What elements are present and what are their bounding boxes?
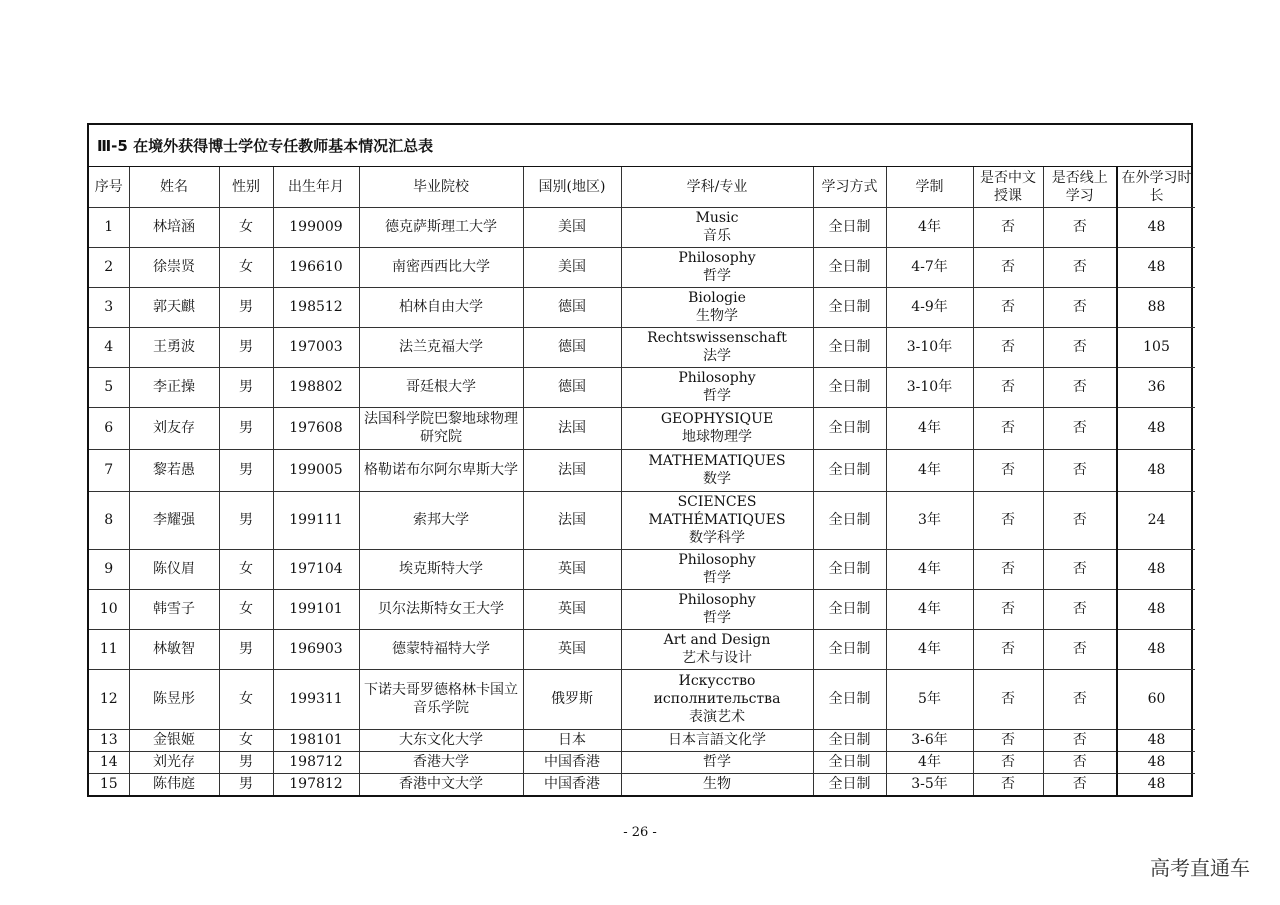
- cell-school: 南密西西比大学: [359, 247, 523, 287]
- cell-months: 88: [1117, 287, 1195, 327]
- cell-school: 贝尔法斯特女王大学: [359, 589, 523, 629]
- table-row: [89, 751, 1195, 773]
- cell-country: 法国: [523, 491, 621, 549]
- cell-months: 48: [1117, 751, 1195, 773]
- cell-online: 否: [1043, 589, 1117, 629]
- subject-line: Music: [695, 210, 739, 226]
- header-gender: 性别: [219, 167, 273, 207]
- cell-school: 埃克斯特大学: [359, 549, 523, 589]
- subject-line: 哲学: [703, 268, 731, 284]
- summary-table-frame: [87, 123, 1193, 797]
- header-index: 序号: [89, 167, 129, 207]
- cell-country: 英国: [523, 629, 621, 669]
- teacher-summary-table: [89, 167, 1195, 795]
- cell-gender: 女: [219, 207, 273, 247]
- cell-chinese: 否: [973, 449, 1043, 491]
- cell-name: 李耀强: [129, 491, 219, 549]
- cell-subject: [621, 287, 813, 327]
- cell-subject: [621, 247, 813, 287]
- cell-name: 韩雪子: [129, 589, 219, 629]
- cell-months: 48: [1117, 247, 1195, 287]
- subject-line: 日本言語文化学: [668, 732, 766, 748]
- subject-line: 艺术与设计: [682, 650, 752, 666]
- cell-online: 否: [1043, 729, 1117, 751]
- table-row: [89, 629, 1195, 669]
- cell-chinese: 否: [973, 247, 1043, 287]
- table-row: [89, 207, 1195, 247]
- cell-country: 英国: [523, 549, 621, 589]
- table-row: [89, 669, 1195, 729]
- cell-gender: 男: [219, 751, 273, 773]
- page-number: - 26 -: [623, 825, 657, 840]
- header-mode: 学习方式: [813, 167, 886, 207]
- cell-online: 否: [1043, 751, 1117, 773]
- subject-line: Rechtswissenschaft: [647, 330, 787, 346]
- subject-line: 地球物理学: [682, 429, 752, 445]
- cell-online: 否: [1043, 669, 1117, 729]
- cell-school: 索邦大学: [359, 491, 523, 549]
- cell-duration: 3-6年: [886, 729, 973, 751]
- cell-mode: 全日制: [813, 407, 886, 449]
- cell-name: 徐崇贤: [129, 247, 219, 287]
- subject-line: 哲学: [703, 570, 731, 586]
- cell-birth: 197104: [273, 549, 359, 589]
- cell-mode: 全日制: [813, 629, 886, 669]
- subject-line: 数学科学: [689, 530, 745, 546]
- cell-country: 法国: [523, 407, 621, 449]
- cell-name: 林敏智: [129, 629, 219, 669]
- cell-gender: 男: [219, 773, 273, 795]
- table-row: [89, 589, 1195, 629]
- cell-birth: 199111: [273, 491, 359, 549]
- cell-gender: 女: [219, 729, 273, 751]
- cell-country: 德国: [523, 287, 621, 327]
- cell-gender: 男: [219, 491, 273, 549]
- cell-index: 13: [89, 729, 129, 751]
- header-birth: 出生年月: [273, 167, 359, 207]
- cell-chinese: 否: [973, 751, 1043, 773]
- subject-line: Philosophy: [678, 552, 756, 568]
- cell-chinese: 否: [973, 589, 1043, 629]
- cell-chinese: 否: [973, 629, 1043, 669]
- cell-school: 法兰克福大学: [359, 327, 523, 367]
- subject-line: 法学: [703, 348, 731, 364]
- table-row: [89, 247, 1195, 287]
- cell-gender: 男: [219, 407, 273, 449]
- header-school: 毕业院校: [359, 167, 523, 207]
- table-row: [89, 729, 1195, 751]
- header-duration: 学制: [886, 167, 973, 207]
- cell-school: 柏林自由大学: [359, 287, 523, 327]
- cell-subject: [621, 589, 813, 629]
- cell-country: 日本: [523, 729, 621, 751]
- cell-subject: [621, 629, 813, 669]
- cell-gender: 女: [219, 247, 273, 287]
- cell-birth: 198712: [273, 751, 359, 773]
- cell-mode: 全日制: [813, 367, 886, 407]
- cell-chinese: 否: [973, 773, 1043, 795]
- header-subject: 学科/专业: [621, 167, 813, 207]
- cell-gender: 男: [219, 367, 273, 407]
- cell-school: 香港大学: [359, 751, 523, 773]
- cell-index: 5: [89, 367, 129, 407]
- subject-line: SCIENCES: [677, 494, 757, 510]
- cell-index: 6: [89, 407, 129, 449]
- cell-duration: 4-9年: [886, 287, 973, 327]
- cell-duration: 4年: [886, 751, 973, 773]
- cell-mode: 全日制: [813, 491, 886, 549]
- cell-online: 否: [1043, 773, 1117, 795]
- subject-line: 数学: [703, 471, 731, 487]
- cell-country: 俄罗斯: [523, 669, 621, 729]
- cell-index: 11: [89, 629, 129, 669]
- subject-line: Philosophy: [678, 250, 756, 266]
- cell-months: 60: [1117, 669, 1195, 729]
- cell-months: 48: [1117, 207, 1195, 247]
- cell-subject: [621, 751, 813, 773]
- table-body: [89, 207, 1195, 795]
- cell-index: 12: [89, 669, 129, 729]
- cell-index: 10: [89, 589, 129, 629]
- cell-months: 105: [1117, 327, 1195, 367]
- subject-line: Biologie: [688, 290, 746, 306]
- cell-subject: [621, 729, 813, 751]
- cell-chinese: 否: [973, 327, 1043, 367]
- cell-online: 否: [1043, 407, 1117, 449]
- cell-name: 陈昱彤: [129, 669, 219, 729]
- cell-gender: 男: [219, 629, 273, 669]
- cell-index: 7: [89, 449, 129, 491]
- cell-subject: [621, 327, 813, 367]
- table-row: [89, 287, 1195, 327]
- cell-birth: 199311: [273, 669, 359, 729]
- cell-duration: 3年: [886, 491, 973, 549]
- subject-line: 哲学: [703, 388, 731, 404]
- cell-country: 法国: [523, 449, 621, 491]
- table-row: [89, 773, 1195, 795]
- cell-birth: 198101: [273, 729, 359, 751]
- cell-school: 德克萨斯理工大学: [359, 207, 523, 247]
- cell-duration: 3-10年: [886, 327, 973, 367]
- cell-months: 48: [1117, 407, 1195, 449]
- subject-line: 生物: [703, 776, 731, 793]
- header-country: 国别(地区): [523, 167, 621, 207]
- cell-birth: 196903: [273, 629, 359, 669]
- cell-name: 刘光存: [129, 751, 219, 773]
- header-months: 在外学习时长: [1117, 167, 1195, 207]
- cell-index: 1: [89, 207, 129, 247]
- cell-mode: 全日制: [813, 751, 886, 773]
- cell-country: 中国香港: [523, 751, 621, 773]
- cell-school: 下诺夫哥罗德格林卡国立音乐学院: [359, 669, 523, 729]
- cell-birth: 199009: [273, 207, 359, 247]
- cell-duration: 3-5年: [886, 773, 973, 795]
- cell-duration: 4年: [886, 407, 973, 449]
- subject-line: 哲学: [703, 610, 731, 626]
- cell-subject: [621, 549, 813, 589]
- subject-line: MATHÉMATIQUES: [648, 512, 786, 528]
- table-header-row: [89, 167, 1195, 207]
- cell-birth: 197812: [273, 773, 359, 795]
- cell-name: 陈仪眉: [129, 549, 219, 589]
- cell-country: 英国: [523, 589, 621, 629]
- cell-index: 4: [89, 327, 129, 367]
- cell-online: 否: [1043, 247, 1117, 287]
- cell-gender: 女: [219, 669, 273, 729]
- cell-duration: 4年: [886, 449, 973, 491]
- cell-birth: 199005: [273, 449, 359, 491]
- cell-school: 德蒙特福特大学: [359, 629, 523, 669]
- cell-mode: 全日制: [813, 549, 886, 589]
- cell-name: 陈伟庭: [129, 773, 219, 795]
- subject-line: MATHEMATIQUES: [648, 453, 786, 469]
- cell-online: 否: [1043, 629, 1117, 669]
- cell-chinese: 否: [973, 549, 1043, 589]
- cell-online: 否: [1043, 367, 1117, 407]
- cell-name: 郭天麒: [129, 287, 219, 327]
- cell-birth: 197003: [273, 327, 359, 367]
- cell-months: 48: [1117, 729, 1195, 751]
- subject-line: 音乐: [703, 228, 731, 244]
- header-name: 姓名: [129, 167, 219, 207]
- cell-index: 8: [89, 491, 129, 549]
- table-row: [89, 549, 1195, 589]
- cell-gender: 女: [219, 549, 273, 589]
- cell-mode: 全日制: [813, 247, 886, 287]
- cell-gender: 男: [219, 327, 273, 367]
- cell-duration: 4年: [886, 589, 973, 629]
- cell-birth: 197608: [273, 407, 359, 449]
- cell-name: 金银姬: [129, 729, 219, 751]
- subject-line: 哲学: [703, 754, 731, 770]
- cell-subject: [621, 773, 813, 795]
- cell-name: 李正操: [129, 367, 219, 407]
- cell-chinese: 否: [973, 729, 1043, 751]
- subject-line: Philosophy: [678, 592, 756, 608]
- table-row: [89, 491, 1195, 549]
- subject-line: Art and Design: [663, 632, 771, 648]
- cell-name: 黎若愚: [129, 449, 219, 491]
- cell-index: 2: [89, 247, 129, 287]
- table-row: [89, 407, 1195, 449]
- cell-mode: 全日制: [813, 669, 886, 729]
- cell-school: 法国科学院巴黎地球物理研究院: [359, 407, 523, 449]
- cell-school: 哥廷根大学: [359, 367, 523, 407]
- subject-line: 表演艺术: [689, 709, 745, 725]
- cell-name: 林培涵: [129, 207, 219, 247]
- cell-online: 否: [1043, 287, 1117, 327]
- cell-birth: 199101: [273, 589, 359, 629]
- cell-subject: [621, 491, 813, 549]
- cell-online: 否: [1043, 327, 1117, 367]
- cell-name: 王勇波: [129, 327, 219, 367]
- cell-birth: 196610: [273, 247, 359, 287]
- subject-line: исполнительства: [653, 691, 781, 707]
- watermark: 高考直通车: [1150, 856, 1250, 880]
- table-row: [89, 367, 1195, 407]
- subject-line: Искусство: [678, 673, 756, 689]
- cell-country: 中国香港: [523, 773, 621, 795]
- cell-school: 格勒诺布尔阿尔卑斯大学: [359, 449, 523, 491]
- table-row: [89, 449, 1195, 491]
- cell-subject: [621, 449, 813, 491]
- cell-country: 美国: [523, 247, 621, 287]
- cell-index: 3: [89, 287, 129, 327]
- cell-duration: 4-7年: [886, 247, 973, 287]
- cell-months: 48: [1117, 449, 1195, 491]
- cell-birth: 198802: [273, 367, 359, 407]
- cell-subject: [621, 207, 813, 247]
- cell-chinese: 否: [973, 407, 1043, 449]
- cell-gender: 男: [219, 449, 273, 491]
- cell-birth: 198512: [273, 287, 359, 327]
- cell-online: 否: [1043, 207, 1117, 247]
- table-row: [89, 327, 1195, 367]
- cell-online: 否: [1043, 549, 1117, 589]
- cell-months: 48: [1117, 589, 1195, 629]
- cell-months: 48: [1117, 549, 1195, 589]
- cell-gender: 男: [219, 287, 273, 327]
- cell-mode: 全日制: [813, 207, 886, 247]
- cell-school: 大东文化大学: [359, 729, 523, 751]
- cell-duration: 4年: [886, 629, 973, 669]
- cell-months: 48: [1117, 629, 1195, 669]
- subject-line: Philosophy: [678, 370, 756, 386]
- cell-subject: [621, 367, 813, 407]
- cell-online: 否: [1043, 449, 1117, 491]
- cell-mode: 全日制: [813, 729, 886, 751]
- cell-months: 36: [1117, 367, 1195, 407]
- cell-country: 美国: [523, 207, 621, 247]
- cell-name: 刘友存: [129, 407, 219, 449]
- cell-chinese: 否: [973, 669, 1043, 729]
- header-online: 是否线上学习: [1043, 167, 1117, 207]
- cell-chinese: 否: [973, 207, 1043, 247]
- subject-line: GEOPHYSIQUE: [660, 411, 774, 427]
- cell-country: 德国: [523, 367, 621, 407]
- cell-subject: [621, 669, 813, 729]
- cell-index: 15: [89, 773, 129, 795]
- cell-subject: [621, 407, 813, 449]
- cell-mode: 全日制: [813, 589, 886, 629]
- cell-months: 48: [1117, 773, 1195, 795]
- cell-mode: 全日制: [813, 287, 886, 327]
- cell-school: 香港中文大学: [359, 773, 523, 795]
- header-chinese: 是否中文授课: [973, 167, 1043, 207]
- cell-mode: 全日制: [813, 773, 886, 795]
- cell-chinese: 否: [973, 491, 1043, 549]
- cell-online: 否: [1043, 491, 1117, 549]
- cell-country: 德国: [523, 327, 621, 367]
- cell-chinese: 否: [973, 367, 1043, 407]
- cell-duration: 3-10年: [886, 367, 973, 407]
- cell-duration: 4年: [886, 207, 973, 247]
- cell-mode: 全日制: [813, 327, 886, 367]
- cell-index: 9: [89, 549, 129, 589]
- cell-chinese: 否: [973, 287, 1043, 327]
- cell-duration: 5年: [886, 669, 973, 729]
- cell-gender: 女: [219, 589, 273, 629]
- cell-index: 14: [89, 751, 129, 773]
- cell-months: 24: [1117, 491, 1195, 549]
- cell-duration: 4年: [886, 549, 973, 589]
- table-title: Ⅲ-5 在境外获得博士学位专任教师基本情况汇总表: [89, 125, 1191, 167]
- cell-mode: 全日制: [813, 449, 886, 491]
- subject-line: 生物学: [696, 308, 738, 324]
